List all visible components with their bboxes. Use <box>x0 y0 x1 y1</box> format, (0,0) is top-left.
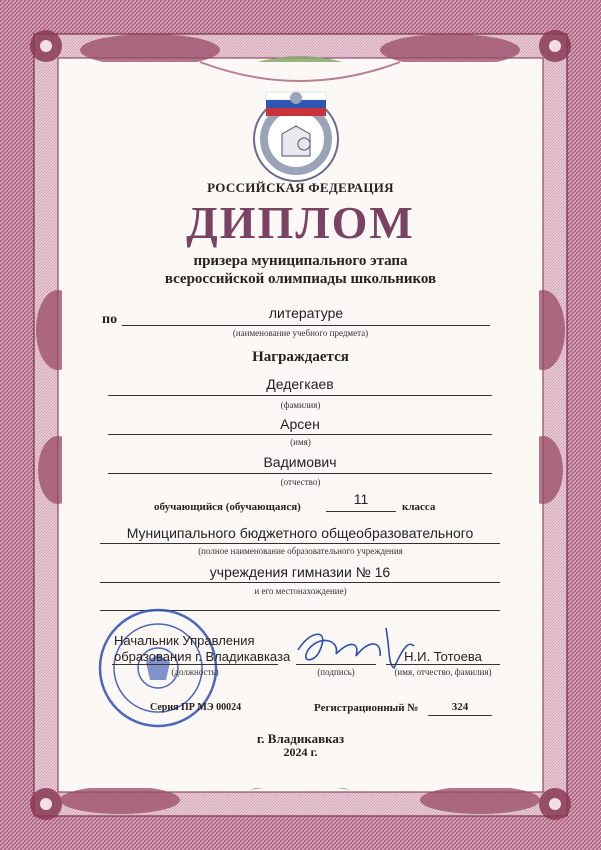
school-line2: учреждения гимназии № 16 <box>209 564 391 580</box>
footer-year: 2024 г. <box>283 745 318 759</box>
subject-line <box>122 325 490 326</box>
surname-line <box>108 395 492 396</box>
position-hint: (должность) <box>171 667 219 677</box>
name-value: Арсен <box>280 416 320 432</box>
diploma-series: Серия ПР МЭ 00024 <box>150 702 242 713</box>
patronymic-line <box>108 473 492 474</box>
olympiad-logo-icon <box>246 84 346 184</box>
subject-hint: (наименование учебного предмета) <box>232 328 369 338</box>
diploma-subtitle-2: всероссийской олимпиады школьников <box>164 271 437 287</box>
signatory-name-hint: (имя, отчество, фамилия) <box>394 667 492 677</box>
country-label: РОССИЙСКАЯ ФЕДЕРАЦИЯ <box>207 180 394 195</box>
diploma-subtitle-1: призера муниципального этапа <box>193 253 408 269</box>
position-line <box>112 664 278 665</box>
surname-value: Дедегкаев <box>266 376 334 392</box>
grade-value: 11 <box>353 491 369 507</box>
signatory-name: Н.И. Тотоева <box>404 649 482 664</box>
school-line1: Муниципального бюджетного общеобразовательного <box>126 525 474 541</box>
patronymic-value: Вадимович <box>263 454 337 470</box>
signature-hint: (подпись) <box>317 667 355 677</box>
school-line1-rule <box>100 543 500 544</box>
diploma-title: ДИПЛОМ <box>186 197 415 248</box>
patronymic-hint: (отчество) <box>280 477 321 487</box>
signature-line <box>296 664 376 665</box>
school-hint1: (полное наименование образовательного учреждения <box>198 546 403 556</box>
school-hint2: и его местонахождение) <box>254 586 347 596</box>
registration-label: Регистрационный № <box>314 702 419 714</box>
name-line <box>108 434 492 435</box>
name-hint: (имя) <box>290 437 311 447</box>
olympiad-emblem <box>246 84 346 184</box>
subject-value: литературе <box>268 305 344 321</box>
surname-hint: (фамилия) <box>280 400 321 410</box>
awarded-label: Награждается <box>252 349 349 365</box>
grade-suffix: класса <box>402 501 436 513</box>
footer-city: г. Владикавказ <box>256 731 345 746</box>
grade-line <box>326 511 396 512</box>
subject-prefix: по <box>102 312 118 327</box>
signatory-position-1: Начальник Управления <box>114 633 255 648</box>
grade-label: обучающийся (обучающаяся) <box>154 501 301 513</box>
registration-number: 324 <box>451 701 469 713</box>
signatory-position-2: образования г. Владикавказа <box>114 649 291 664</box>
signatory-name-line <box>386 664 500 665</box>
school-line2-rule <box>100 582 500 583</box>
registration-line <box>428 715 492 716</box>
